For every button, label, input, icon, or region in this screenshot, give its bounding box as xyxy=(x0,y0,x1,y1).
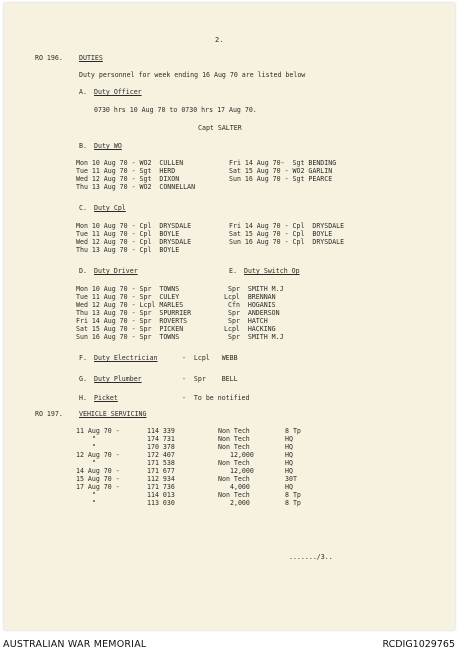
table-row xyxy=(4,435,455,443)
duty-wo-left-3: Wed 12 Aug 70 - Sgt DIXON xyxy=(76,175,180,183)
section-b-title: Duty WO xyxy=(94,142,122,150)
unit: 30T xyxy=(285,475,297,483)
service-type: Non Tech xyxy=(218,435,250,443)
duty-wo-right-1: Fri 14 Aug 70- Sgt BENDING xyxy=(229,159,337,167)
unit: HQ xyxy=(285,451,293,459)
table-row xyxy=(4,427,455,435)
section-a-title: Duty Officer xyxy=(94,88,142,96)
vehicle-number: 114 013 xyxy=(147,491,175,499)
ro196-title: DUTIES xyxy=(79,54,103,62)
page-number: 2. xyxy=(215,36,224,44)
service-date: " xyxy=(92,459,96,467)
service-date: " xyxy=(92,443,96,451)
duty-switch-op-4: Spr ANDERSON xyxy=(228,309,280,317)
unit: HQ xyxy=(285,467,293,475)
duty-cpl-right-2: Sat 15 Aug 70 - Cpl BOYLE xyxy=(229,230,333,238)
duty-cpl-right-1: Fri 14 Aug 70 - Cpl DRYSDALE xyxy=(229,222,345,230)
section-e-title: Duty Switch Op xyxy=(244,267,300,275)
table-row xyxy=(4,451,455,459)
vehicle-number: 170 378 xyxy=(147,443,175,451)
service-date: 14 Aug 70 - xyxy=(76,467,120,475)
vehicle-number: 174 731 xyxy=(147,435,175,443)
vehicle-number: 171 538 xyxy=(147,459,175,467)
unit: 8 Tp xyxy=(285,499,301,507)
document-page xyxy=(4,3,455,630)
section-a-label: A. xyxy=(79,88,87,96)
vehicle-number: 114 339 xyxy=(147,427,175,435)
duty-driver-6: Sat 15 Aug 70 - Spr PICKEN xyxy=(76,325,184,333)
service-date: " xyxy=(92,491,96,499)
service-date: 12 Aug 70 - xyxy=(76,451,120,459)
section-h-title: Picket xyxy=(94,394,118,402)
continuation-marker: ......./3.. xyxy=(289,553,333,561)
duty-wo-left-1: Mon 10 Aug 70 - WO2 CULLEN xyxy=(76,159,184,167)
duty-wo-right-3: Sun 16 Aug 70 - Sgt PEARCE xyxy=(229,175,333,183)
service-type: Non Tech xyxy=(218,475,250,483)
section-g-title: Duty Plumber xyxy=(94,375,142,383)
duty-switch-op-2: Lcpl BRENNAN xyxy=(224,293,276,301)
section-b-label: B. xyxy=(79,142,87,150)
duty-driver-7: Sun 16 Aug 70 - Spr TOWNS xyxy=(76,333,180,341)
duty-cpl-left-1: Mon 10 Aug 70 - Cpl DRYSDALE xyxy=(76,222,192,230)
duty-officer-name: Capt SALTER xyxy=(198,124,242,132)
vehicle-number: 113 030 xyxy=(147,499,175,507)
section-d-title: Duty Driver xyxy=(94,267,138,275)
service-date: 11 Aug 70 - xyxy=(76,427,120,435)
table-row xyxy=(4,459,455,467)
ro197-title: VEHICLE SERVICING xyxy=(79,410,147,418)
service-date: 17 Aug 70 - xyxy=(76,483,120,491)
service-type: 2,000 xyxy=(230,499,250,507)
service-type: Non Tech xyxy=(218,443,250,451)
service-type: 12,000 xyxy=(230,451,254,459)
duty-driver-3: Wed 12 Aug 70 - Lcpl MARLES xyxy=(76,301,184,309)
section-c-title: Duty Cpl xyxy=(94,204,126,212)
table-row xyxy=(4,443,455,451)
table-row xyxy=(4,499,455,507)
ro196-ref: RO 196. xyxy=(35,54,63,62)
duty-switch-op-6: Lcpl HACKING xyxy=(224,325,276,333)
duty-driver-4: Thu 13 Aug 70 - Spr SPURRIER xyxy=(76,309,192,317)
duty-switch-op-5: Spr HATCH xyxy=(228,317,268,325)
table-row xyxy=(4,475,455,483)
ro197-ref: RO 197. xyxy=(35,410,63,418)
footer-reference: RCDIG1029765 xyxy=(382,639,455,650)
duty-cpl-left-2: Tue 11 Aug 70 - Cpl BOYLE xyxy=(76,230,180,238)
section-f-title: Duty Electrician xyxy=(94,354,158,362)
unit: HQ xyxy=(285,443,293,451)
vehicle-number: 171 677 xyxy=(147,467,175,475)
service-type: Non Tech xyxy=(218,459,250,467)
duty-switch-op-3: Cfn HOGANIS xyxy=(228,301,276,309)
section-c-label: C. xyxy=(79,204,87,212)
duty-cpl-right-3: Sun 16 Aug 70 - Cpl DRYSDALE xyxy=(229,238,345,246)
service-date: " xyxy=(92,499,96,507)
section-e-label: E. xyxy=(229,267,237,275)
archive-footer xyxy=(0,633,459,654)
unit: HQ xyxy=(285,483,293,491)
picket-value: - To be notified xyxy=(182,394,250,402)
table-row xyxy=(4,467,455,475)
duty-wo-left-4: Thu 13 Aug 70 - WO2 CONNELLAN xyxy=(76,183,196,191)
service-type: Non Tech xyxy=(218,491,250,499)
duty-wo-right-2: Sat 15 Aug 70 - WO2 GARLIN xyxy=(229,167,333,175)
duty-plumber-value: - Spr BELL xyxy=(182,375,238,383)
vehicle-number: 171 736 xyxy=(147,483,175,491)
section-f-label: F. xyxy=(79,354,87,362)
section-h-label: H. xyxy=(79,394,87,402)
footer-source: AUSTRALIAN WAR MEMORIAL xyxy=(3,639,147,650)
duty-cpl-left-4: Thu 13 Aug 70 - Cpl BOYLE xyxy=(76,246,180,254)
vehicle-number: 112 934 xyxy=(147,475,175,483)
duty-driver-5: Fri 14 Aug 70 - Spr ROVERTS xyxy=(76,317,188,325)
duty-cpl-left-3: Wed 12 Aug 70 - Cpl DRYSDALE xyxy=(76,238,192,246)
duty-switch-op-1: Spr SMITH M.J xyxy=(228,285,284,293)
duty-electrician-value: - Lcpl WEBB xyxy=(182,354,238,362)
duty-switch-op-7: Spr SMITH M.J xyxy=(228,333,284,341)
duty-wo-left-2: Tue 11 Aug 70 - Sgt HERD xyxy=(76,167,176,175)
unit: HQ xyxy=(285,435,293,443)
service-type: Non Tech xyxy=(218,427,250,435)
unit: 8 Tp xyxy=(285,427,301,435)
table-row xyxy=(4,491,455,499)
ro196-intro: Duty personnel for week ending 16 Aug 70 are listed below xyxy=(79,71,306,79)
duty-driver-1: Mon 10 Aug 70 - Spr TOWNS xyxy=(76,285,180,293)
unit: 8 Tp xyxy=(285,491,301,499)
table-row xyxy=(4,483,455,491)
section-g-label: G. xyxy=(79,375,87,383)
vehicle-number: 172 407 xyxy=(147,451,175,459)
service-date: 15 Aug 70 - xyxy=(76,475,120,483)
duty-officer-time: 0730 hrs 10 Aug 70 to 0730 hrs 17 Aug 70. xyxy=(94,106,257,114)
service-type: 4,000 xyxy=(230,483,250,491)
service-type: 12,000 xyxy=(230,467,254,475)
section-d-label: D. xyxy=(79,267,87,275)
duty-driver-2: Tue 11 Aug 70 - Spr CULEY xyxy=(76,293,180,301)
service-date: " xyxy=(92,435,96,443)
unit: HQ xyxy=(285,459,293,467)
